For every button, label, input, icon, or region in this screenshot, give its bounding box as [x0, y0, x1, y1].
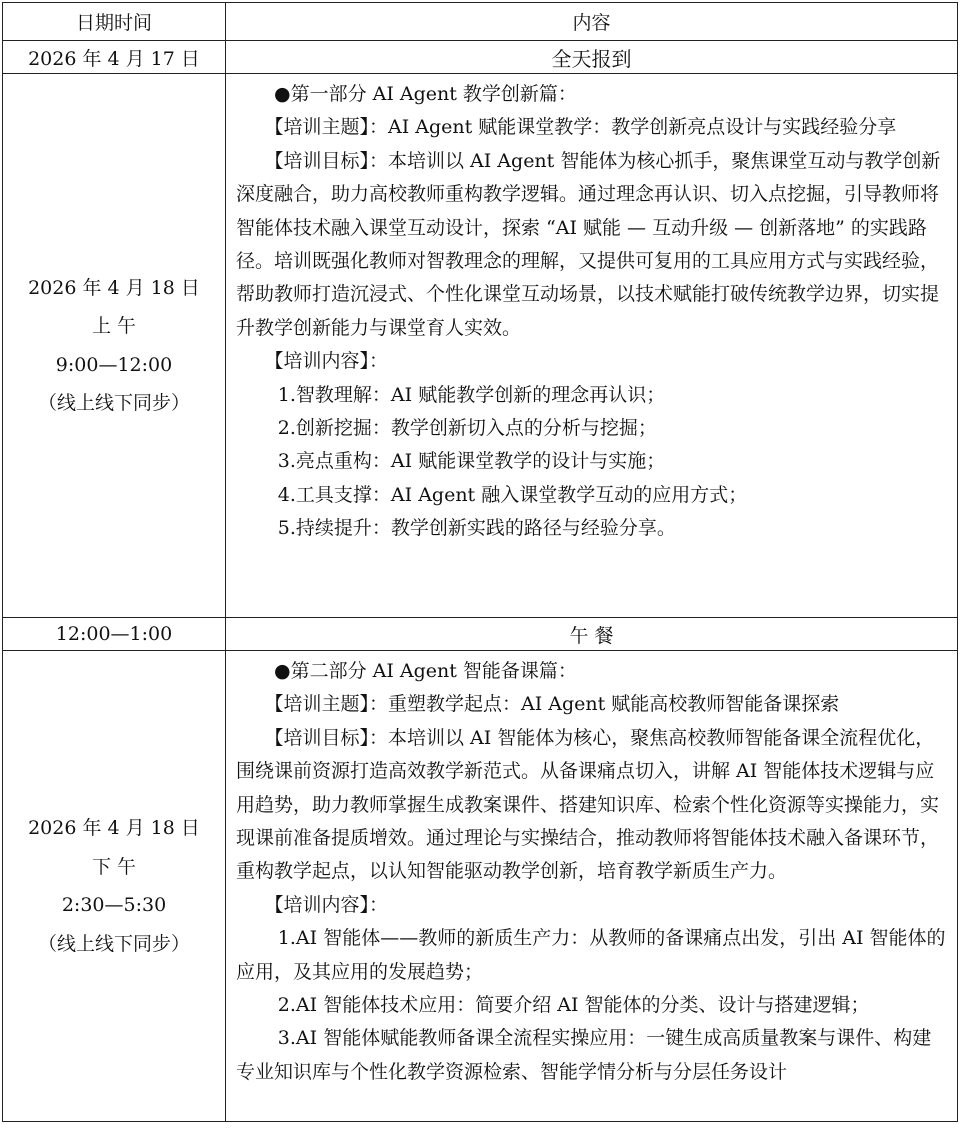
part-title: ●第二部分 AI Agent 智能备课篇： — [274, 660, 577, 682]
content-cell — [226, 74, 958, 618]
mode-line: （线上线下同步） — [37, 392, 190, 414]
header-date-cell: 日期时间 — [3, 3, 226, 41]
period-line: 上 午 — [91, 315, 137, 337]
date-cell: 12:00—1:00 — [3, 618, 226, 651]
table-row — [3, 41, 958, 74]
training-goal: 【培训目标】：本培训以 AI 智能体为核心，聚焦高校教师智能备课全流程优化，围绕课前资源打造高效教学新范式。从备课痛点切入，讲解 AI 智能体技术逻辑与应用趋势，助力教师掌握生成教案课件、搭建知识库、检索个性化资源等实操能力，实现课前准备提质增效。通过理论与实操结合，推动教师将智能体技术融入备课环节，重构教学起点，以认知智能驱动教学创新，培育教学新质生产力。 — [236, 726, 940, 883]
list-item: 2.创新挖掘：教学创新切入点的分析与挖掘； — [277, 417, 657, 440]
content-label: 【培训内容】： — [264, 350, 389, 373]
training-theme: 【培训主题】：AI Agent 赋能课堂教学：教学创新亮点设计与实践经验分享 — [264, 116, 897, 139]
content-cell: 午 餐 — [226, 618, 958, 651]
content-cell: 全天报到 — [226, 41, 958, 74]
list-item: 1.智教理解：AI 赋能教学创新的理念再认识； — [277, 383, 666, 406]
table-row — [3, 651, 958, 1122]
content-cell — [226, 651, 958, 1122]
date-line: 2026 年 4 月 18 日 — [28, 276, 200, 299]
table-row — [3, 74, 958, 618]
content-label: 【培训内容】： — [264, 893, 389, 916]
time-line: 9:00—12:00 — [55, 353, 173, 376]
list-item: 4.工具支撑：AI Agent 融入课堂教学互动的应用方式； — [277, 483, 748, 506]
part-title: ●第一部分 AI Agent 教学创新篇： — [274, 83, 577, 105]
header-content-cell: 内容 — [226, 3, 958, 41]
training-theme: 【培训主题】：重塑教学起点：AI Agent 赋能高校教师智能备课探索 — [264, 693, 840, 716]
list-item: 5.持续提升：教学创新实践的路径与经验分享。 — [277, 517, 676, 540]
schedule-page — [2, 2, 957, 1133]
date-line: 2026 年 4 月 18 日 — [28, 817, 200, 839]
table-row — [3, 618, 958, 651]
list-item: 3.亮点重构：AI 赋能课堂教学的设计与实施； — [277, 450, 666, 473]
date-cell — [3, 74, 226, 618]
time-line: 2:30—5:30 — [61, 894, 167, 916]
list-item: 3.AI 智能体赋能教师备课全流程实操应用：一键生成高质量教案与课件、构建专业知识库与个性化教学资源检索、智能学情分析与分层任务设计 — [236, 1027, 932, 1083]
schedule-table — [2, 2, 958, 1122]
list-item: 1.AI 智能体——教师的新质生产力：从教师的备课痛点出发，引出 AI 智能体的应用，及其应用的发展趋势； — [236, 927, 946, 983]
date-cell — [3, 651, 226, 1122]
list-item: 2.AI 智能体技术应用：简要介绍 AI 智能体的分类、设计与搭建逻辑； — [277, 994, 870, 1017]
training-goal: 【培训目标】：本培训以 AI Agent 智能体为核心抓手，聚焦课堂互动与教学创新深度融合，助力高校教师重构教学逻辑。通过理念再认识、切入点挖掘，引导教师将智能体技术融入课堂互动设计，探索 “AI 赋能 — 互动升级 — 创新落地” 的实践路径。培训既强化教师对智教理念的理解，又提供可复用的工具应用方式与实践经验，帮助教师打造沉浸式、个性化课堂互动场景，以技术赋能打破传统教学边界，切实提升教学创新能力与课堂育人实效。 — [236, 149, 941, 339]
date-cell: 2026 年 4 月 17 日 — [3, 41, 226, 74]
period-line: 下 午 — [91, 855, 137, 878]
mode-line: （线上线下同步） — [37, 932, 190, 955]
table-header-row — [3, 3, 958, 41]
